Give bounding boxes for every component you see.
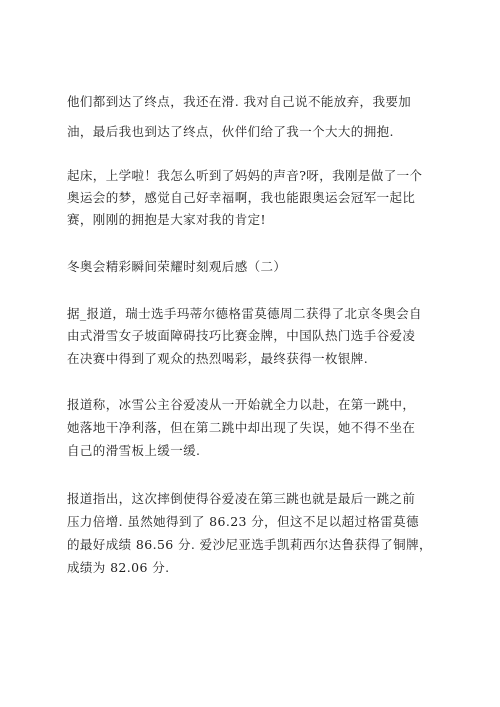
paragraph-1-line-1: 他们都到达了终点，我还在滑. 我对自己说不能放弃，我要加 [67,94,412,109]
paragraph-4-line-1: 报道称，冰雪公主谷爱凌从一开始就全力以赴，在第一跳中， [67,397,416,412]
paragraph-2-line-2: 奥运会的梦，感觉自己好幸福啊，我也能跟奥运会冠军一起比 [67,190,416,205]
paragraph-5-line-3: 的最好成绩 86.56 分. 爱沙尼亚选手凯莉西尔达鲁获得了铜牌， [67,537,432,552]
paragraph-5-line-4: 成绩为 82.06 分. [67,560,170,575]
paragraph-5-line-1: 报道指出，这次摔倒使得谷爱凌在第三跳也就是最后一跳之前 [67,491,416,506]
section-heading: 冬奥会精彩瞬间荣耀时刻观后感（二） [67,259,287,274]
paragraph-2-line-3: 赛，刚刚的拥抱是大家对我的肯定! [67,212,266,227]
paragraph-5-line-2: 压力倍增. 虽然她得到了 86.23 分，但这不足以超过格雷莫德 [67,514,419,529]
paragraph-4-line-3: 自己的滑雪板上缓一缓. [67,443,201,458]
paragraph-2-line-1: 起床，上学啦！我怎么听到了妈妈的声音?呀，我刚是做了一个 [67,168,423,183]
paragraph-3-line-3: 在决赛中得到了观众的热烈喝彩，最终获得一枚银牌. [67,351,369,366]
paragraph-1-line-2: 油，最后我也到达了终点，伙伴们给了我一个大大的拥抱. [67,124,394,139]
paragraph-4-line-2: 她落地干净利落，但在第二跳中却出现了失误，她不得不坐在 [67,420,416,435]
paragraph-3-line-1: 据_报道，瑞士选手玛蒂尔德格雷莫德周二获得了北京冬奥会自 [67,306,422,321]
paragraph-3-line-2: 由式滑雪女子坡面障碍技巧比赛金牌，中国队热门选手谷爱凌 [67,328,416,343]
